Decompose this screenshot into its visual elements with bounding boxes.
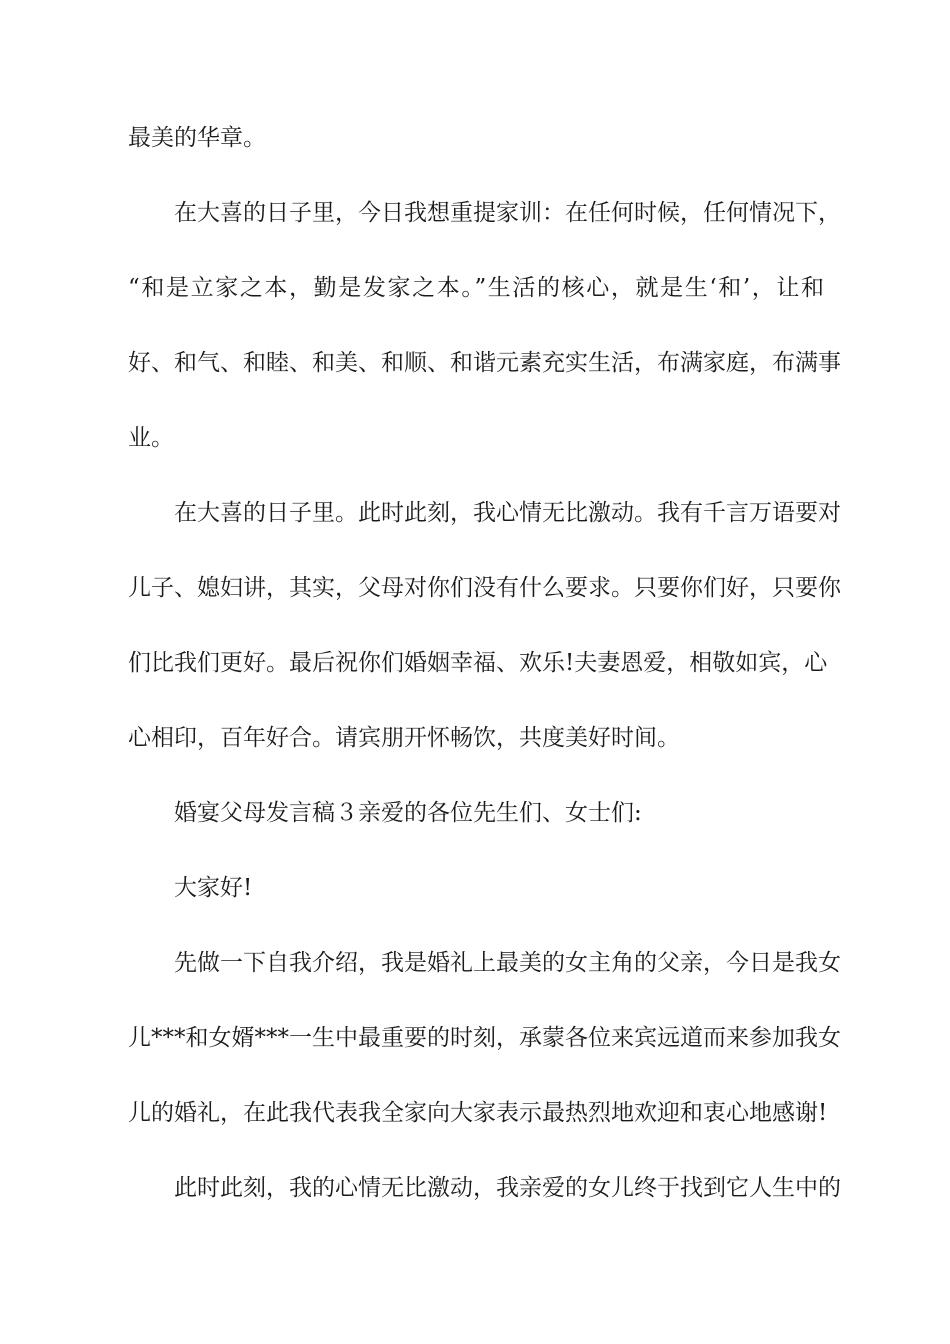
text-line: 心相印，百年好合。请宾朋开怀畅饮，共度美好时间。 xyxy=(128,725,680,751)
section-heading-line: 婚宴父母发言稿３亲爱的各位先生们、女士们: xyxy=(174,800,642,826)
paragraph-start-line: 在大喜的日子里，今日我想重提家训：在任何时候，任何情况下， xyxy=(174,200,841,226)
text-line: 业。 xyxy=(128,425,174,451)
paragraph-start-line: 在大喜的日子里。此时此刻，我心情无比激动。我有千言万语要对 xyxy=(174,500,841,526)
paragraph-start-line: 先做一下自我介绍，我是婚礼上最美的女主角的父亲，今日是我女 xyxy=(174,950,841,976)
text-line: 最美的华章。 xyxy=(128,125,266,151)
text-line: “和是立家之本，勤是发家之本。”生活的核心，就是生‘和’，让和 xyxy=(128,275,824,301)
text-line: 好、和气、和睦、和美、和顺、和谐元素充实生活，布满家庭，布满事 xyxy=(128,350,841,376)
paragraph-start-line: 此时此刻，我的心情无比激动，我亲爱的女儿终于找到它人生中的 xyxy=(174,1175,841,1201)
greeting-line: 大家好! xyxy=(174,875,253,901)
text-line: 们比我们更好。最后祝你们婚姻幸福、欢乐!夫妻恩爱，相敬如宾，心 xyxy=(128,650,828,676)
text-line: 儿***和女婿***一生中最重要的时刻，承蒙各位来宾远道而来参加我女 xyxy=(128,1025,841,1051)
text-line: 儿子、媳妇讲，其实，父母对你们没有什么要求。只要你们好，只要你 xyxy=(128,575,841,601)
text-line: 儿的婚礼，在此我代表我全家向大家表示最热烈地欢迎和衷心地感谢! xyxy=(128,1100,828,1126)
